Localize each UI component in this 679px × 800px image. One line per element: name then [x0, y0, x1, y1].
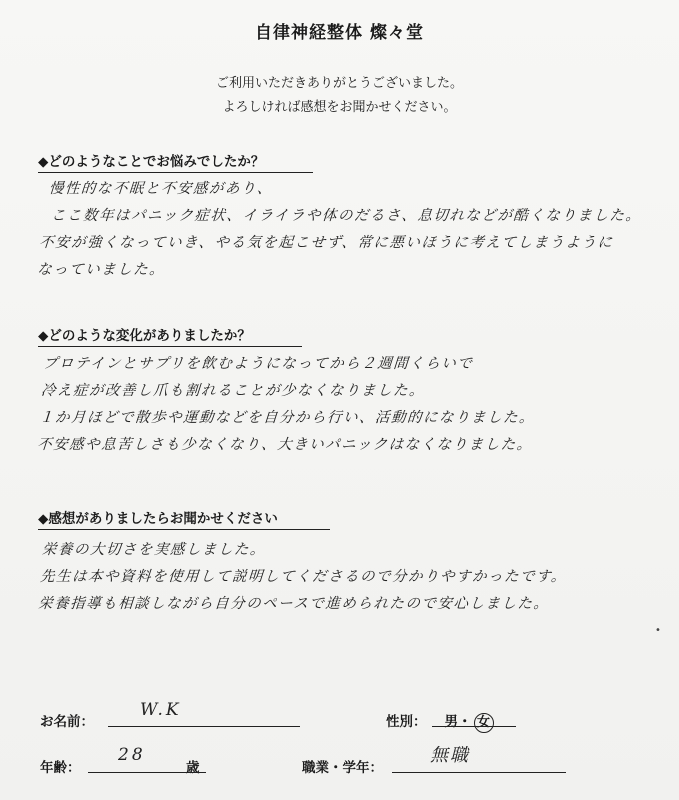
job-label: 職業・学年： — [302, 760, 383, 776]
answer-line: １か月ほどで散歩や運動などを自分から行い、活動的になりました。 — [38, 410, 536, 426]
question-heading: ◆感想がありましたらお聞かせください — [38, 507, 330, 530]
gender-separator: ・ — [458, 714, 472, 730]
stray-mark: • — [655, 625, 661, 636]
intro-text — [0, 72, 679, 120]
age-value: 28 — [118, 745, 146, 765]
answer-line: ここ数年はパニック症状、イライラや体のだるさ、息切れなどが酷くなりました。 — [50, 208, 642, 224]
gender-label-text: 性別： — [386, 714, 427, 730]
intro-line: ご利用いただきありがとうございました。 — [215, 76, 463, 91]
answer-line: 栄養の大切さを実感しました。 — [41, 542, 267, 558]
answer-line: なっていました。 — [36, 262, 166, 278]
intro-line: よろしければ感想をお聞かせください。 — [222, 100, 457, 115]
name-value: W.K — [140, 700, 182, 720]
handwritten-answer — [37, 537, 570, 618]
name-label: お名前： — [40, 714, 94, 730]
answer-line: 不安感や息苦しさも少なくなり、大きいパニックはなくなりました。 — [36, 437, 534, 453]
gender-underline — [432, 726, 516, 727]
age-unit: 歳 — [186, 760, 200, 776]
handwritten-answer — [36, 176, 644, 284]
job-value: 無職 — [430, 745, 470, 766]
handwritten-answer — [36, 351, 540, 459]
answer-line: 栄養指導も相談しながら自分のペースで進められたので安心しました。 — [37, 596, 550, 612]
age-label: 年齢： — [40, 760, 81, 776]
answer-line: プロテインとサプリを飲むようになってから２週間くらいで — [42, 356, 474, 372]
answer-line: 不安が強くなっていき、やる気を起こせず、常に悪いほうに考えてしまうように — [38, 235, 614, 251]
answer-line: 慢性的な不眠と不安感があり、 — [48, 181, 274, 197]
answer-line: 先生は本や資料を使用して説明してくださるので分かりやすかったです。 — [39, 569, 568, 585]
gender-label — [386, 710, 494, 733]
question-heading: ◆どのような変化がありましたか？ — [38, 324, 302, 347]
answer-line: 冷え症が改善し爪も割れることが少なくなりました。 — [40, 383, 426, 399]
gender-female-circled: 女 — [474, 713, 494, 733]
question-heading: ◆どのようなことでお悩みでしたか？ — [38, 150, 313, 173]
age-underline — [88, 772, 206, 773]
gender-male: 男 — [444, 714, 458, 730]
name-underline — [108, 726, 300, 727]
page-title: 自律神経整体 燦々堂 — [255, 23, 424, 43]
job-underline — [392, 772, 566, 773]
